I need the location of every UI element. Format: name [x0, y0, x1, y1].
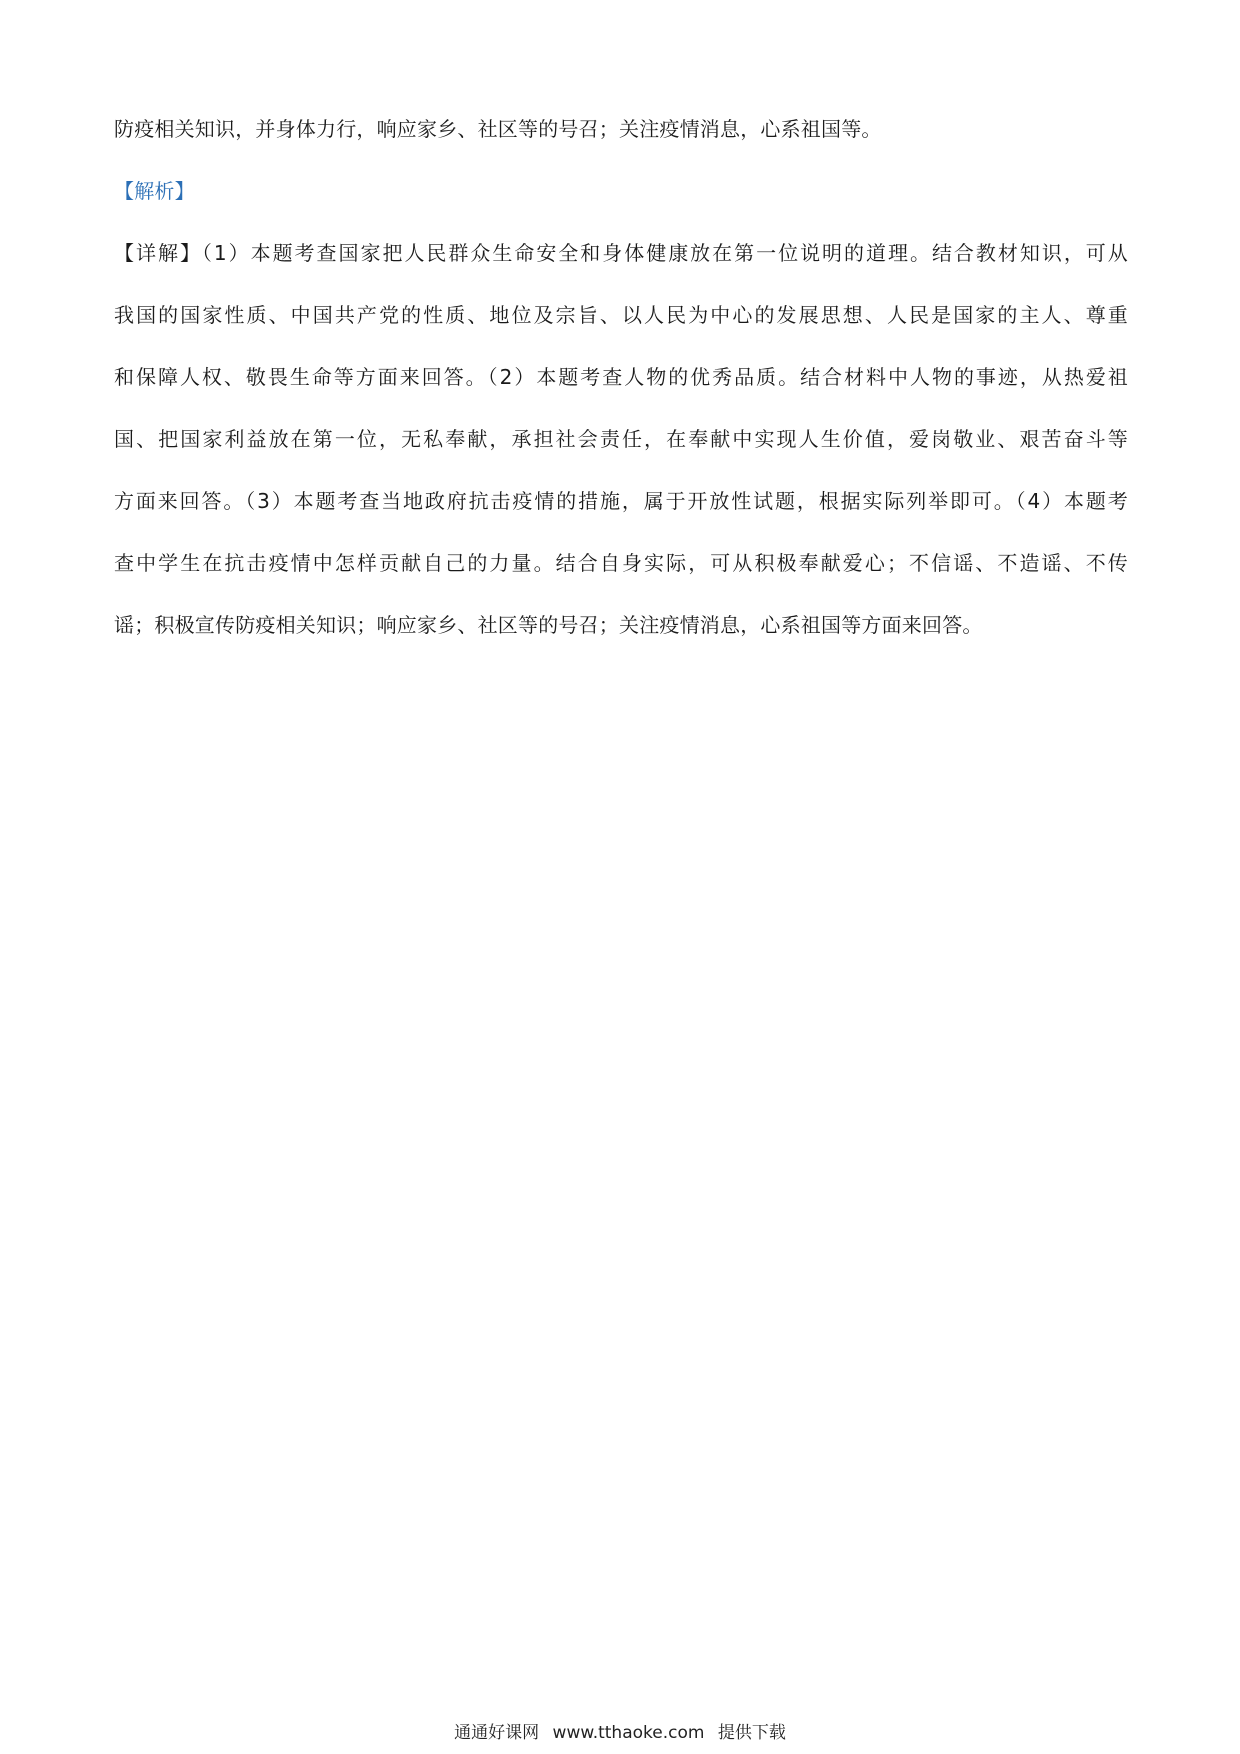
detail-line-2: 我国的国家性质、中国共产党的性质、地位及宗旨、以人民为中心的发展思想、人民是国家的主人、尊重 [114, 303, 1128, 327]
detail-line-1 [114, 222, 1128, 284]
footer-url[interactable]: www.tthaoke.com [552, 1723, 705, 1743]
detail-line-5: 方面来回答。（3）本题考查当地政府抗击疫情的措施，属于开放性试题，根据实际列举即可。（4）本题考 [114, 489, 1128, 513]
intro-line: 防疫相关知识，并身体力行，响应家乡、社区等的号召；关注疫情消息，心系祖国等。 [114, 117, 882, 141]
footer-suffix: 提供下载 [717, 1723, 786, 1743]
detail-line-7: 谣；积极宣传防疫相关知识；响应家乡、社区等的号召；关注疫情消息，心系祖国等方面来回答。 [114, 613, 983, 637]
detail-text: （1）本题考查国家把人民群众生命安全和身体健康放在第一位说明的道理。结合教材知识，可从 [201, 241, 1128, 265]
detail-line-3: 和保障人权、敬畏生命等方面来回答。（2）本题考查人物的优秀品质。结合材料中人物的事迹，从热爱祖 [114, 365, 1128, 389]
detail-heading: 【详解】 [114, 241, 202, 265]
page-footer [0, 1718, 1240, 1743]
analysis-heading: 【解析】 [114, 179, 195, 203]
footer-site-name: 通通好课网 [454, 1723, 540, 1743]
document-body [114, 98, 1128, 656]
detail-line-6: 查中学生在抗击疫情中怎样贡献自己的力量。结合自身实际，可从积极奉献爱心；不信谣、不造谣、不传 [114, 551, 1128, 575]
detail-line-4: 国、把国家利益放在第一位，无私奉献，承担社会责任，在奉献中实现人生价值，爱岗敬业、艰苦奋斗等 [114, 427, 1128, 451]
